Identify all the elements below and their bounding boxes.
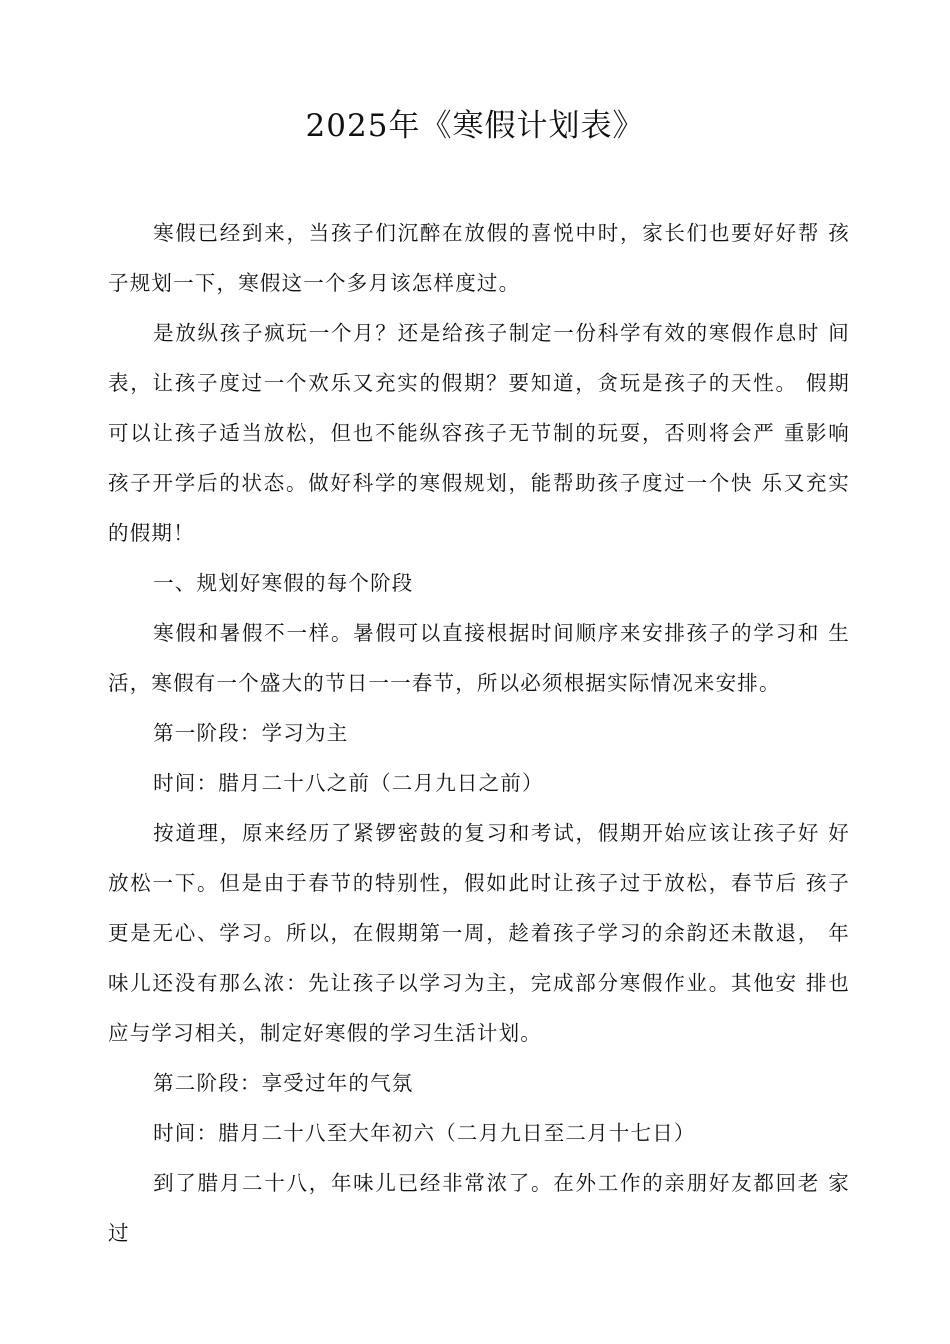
document-body xyxy=(108,208,850,1258)
paragraph-intro: 寒假已经到来，当孩子们沉醉在放假的喜悦中时，家长们也要好好帮 孩子规划一下，寒假这一个多月该怎样度过。 xyxy=(108,221,850,295)
stage-2-time: 时间：腊月二十八至大年初六（二月九日至二月十七日） xyxy=(153,1121,696,1145)
stage-1-description: 按道理，原来经历了紧锣密鼓的复习和考试，假期开始应该让孩子好 好放松一下。但是由于春节的特别性，假如此时让孩子过于放松，春节后 孩子更是无心、学习。所以，在假期第一周，趁着孩子学习的余韵还未散退， 年味儿还没有那么浓：先让孩子以学习为主，完成部分寒假作业。其他安 排也应与学习相关，制定好寒假的学习生活计划。 xyxy=(108,821,850,1045)
paragraph-winter-vs-summer: 寒假和暑假不一样。暑假可以直接根据时间顺序来安排孩子的学习和 生活，寒假有一个盛大的节日一一春节，所以必须根据实际情况来安排。 xyxy=(108,621,850,695)
document-title: 2025年《寒假计划表》 xyxy=(305,108,645,144)
stage-2-heading: 第二阶段：享受过年的气氛 xyxy=(153,1071,414,1095)
stage-1-heading: 第一阶段：学习为主 xyxy=(153,721,349,745)
stage-2-description: 到了腊月二十八，年味儿已经非常浓了。在外工作的亲朋好友都回老 家过 xyxy=(108,1171,850,1245)
paragraph-question: 是放纵孩子疯玩一个月？还是给孩子制定一份科学有效的寒假作息时 间表，让孩子度过一个欢乐又充实的假期？要知道，贪玩是孩子的天性。 假期可以让孩子适当放松，但也不能纵容孩子无节制的玩耍，否则将会严 重影响孩子开学后的状态。做好科学的寒假规划，能帮助孩子度过一个快 乐又充实的假期！ xyxy=(108,321,850,545)
stage-1-time: 时间：腊月二十八之前（二月九日之前） xyxy=(153,771,544,795)
section-heading-1: 一、规划好寒假的每个阶段 xyxy=(153,571,414,595)
